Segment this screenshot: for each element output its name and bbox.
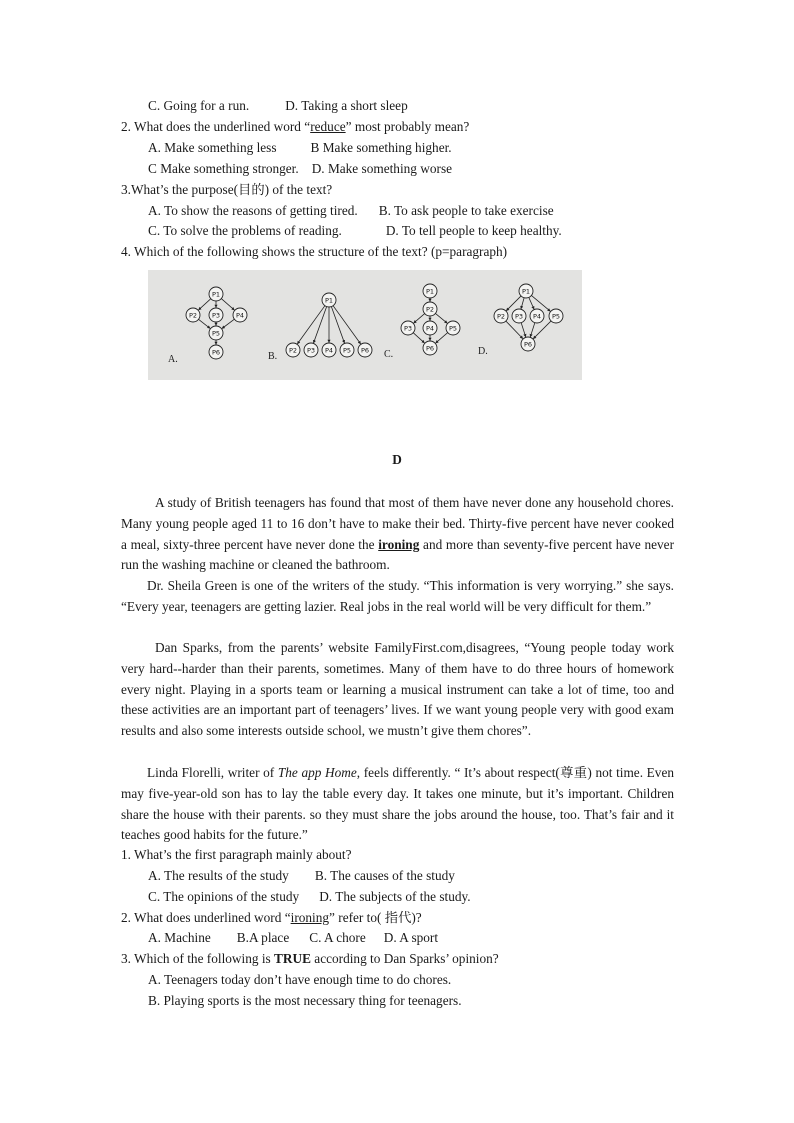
- diagram-b-node-p4: [322, 343, 336, 357]
- svg-text:P6: P6: [425, 344, 435, 353]
- d-q1-stem: 1. What’s the first paragraph mainly about?: [121, 847, 352, 862]
- diagram-d-edge-p1-p3: [521, 298, 524, 309]
- q3-stem: 3.What’s the purpose(目的) of the text?: [121, 182, 333, 197]
- diagram-b-edge-p1-p2: [297, 306, 325, 344]
- q2-options-ab: [148, 139, 452, 157]
- d-q1-option-a: A. The results of the study: [148, 868, 289, 883]
- diagram-b-node-p6: [358, 343, 372, 357]
- diagram-d-node-p3: [512, 309, 526, 323]
- svg-text:P1: P1: [324, 296, 334, 305]
- d-q3-stem-post: according to Dan Sparks’ opinion?: [310, 951, 499, 966]
- q2-option-c: C Make something stronger.: [148, 161, 299, 176]
- d-q2-stem-post: ” refer to( 指代)?: [329, 910, 422, 925]
- svg-text:P4: P4: [532, 312, 542, 321]
- d-q3-stem-pre: 3. Which of the following is: [121, 951, 275, 966]
- p1-text-pre: A study of British teenagers has found that most of them have never done any household chores. Many young people aged 11 to 16 don’t have to make their bed. Thirty-five percent have never cooked a meal, sixty-three percent have never done the: [121, 495, 674, 552]
- diagram-b-edge-p1-p6: [333, 306, 361, 344]
- diagram-a-edge-p1-p2: [199, 299, 211, 310]
- q1-options-cd: [148, 97, 408, 115]
- svg-text:P2: P2: [496, 312, 506, 321]
- diagram-d-node-p6: [521, 337, 535, 351]
- svg-text:P4: P4: [324, 346, 334, 355]
- svg-text:P1: P1: [425, 287, 435, 296]
- d-q3-bold-word: TRUE: [274, 951, 311, 966]
- svg-text:P3: P3: [514, 312, 524, 321]
- svg-text:P4: P4: [425, 324, 435, 333]
- diagram-a-edge-p1-p4: [221, 299, 234, 310]
- d-q2-option-d: D. A sport: [383, 930, 439, 945]
- diagram-b-node-p1: [322, 293, 336, 307]
- diagram-c-edge-p5-p6: [436, 333, 448, 343]
- p1-underlined-word: ironing: [378, 536, 420, 552]
- diagram-a-node-p3: [209, 308, 223, 322]
- passage-paragraph-4: [121, 763, 674, 846]
- diagram-b-node-p3: [304, 343, 318, 357]
- diagram-d-label: D.: [478, 346, 488, 357]
- q1-option-c: C. Going for a run.: [148, 98, 250, 113]
- diagram-c-node-p4: [423, 321, 437, 335]
- svg-text:P5: P5: [448, 324, 458, 333]
- diagram-a-node-p2: [186, 308, 200, 322]
- d-q2-option-a: A. Machine: [148, 930, 211, 945]
- diagram-c-edge-p2-p5: [435, 313, 447, 323]
- diagram-c-node-p1: [423, 284, 437, 298]
- d-q2-stem: [121, 909, 422, 927]
- diagram-a-edge-p2-p5: [199, 319, 211, 328]
- svg-text:P6: P6: [211, 348, 221, 357]
- diagram-d-node-p5: [549, 309, 563, 323]
- diagram-c-node-p6: [423, 341, 437, 355]
- d-q2-options: [148, 929, 438, 947]
- svg-text:P1: P1: [521, 287, 531, 296]
- d-q2-underlined-word: ironing: [290, 910, 330, 925]
- diagram-b-node-p5: [340, 343, 354, 357]
- q4-stem: 4. Which of the following shows the structure of the text? (p=paragraph): [121, 244, 508, 259]
- diagram-a-edge-p4-p5: [222, 319, 234, 328]
- d-q1-option-d: D. The subjects of the study.: [319, 889, 471, 904]
- svg-text:P5: P5: [342, 346, 352, 355]
- svg-text:P2: P2: [425, 305, 435, 314]
- svg-text:P5: P5: [551, 312, 561, 321]
- q2-option-b: B Make something higher.: [310, 140, 452, 155]
- diagram-c-edge-p3-p6: [413, 333, 424, 343]
- structure-diagram-photo: [148, 270, 582, 380]
- p4-text-post: , feels differently. “ It’s about respect(尊重) not time. Even may five-year-old son has to lay the table every day. It takes one minute, but it’s important. Children share the house with their parents. so they must share the jobs around the house, too. That’s fair and it teaches good habits for the future.”: [121, 765, 674, 843]
- diagram-c-node-p2: [423, 302, 437, 316]
- svg-text:P2: P2: [188, 311, 198, 320]
- passage-heading: D: [392, 452, 402, 467]
- d-q2-stem-pre: 2. What does underlined word “: [121, 910, 291, 925]
- q1-option-d: D. Taking a short sleep: [285, 98, 408, 113]
- diagram-d-node-p2: [494, 309, 508, 323]
- p4-text-pre: Linda Florelli, writer of: [147, 765, 278, 780]
- diagram-a-node-p5: [209, 326, 223, 340]
- q2-options-cd: [148, 160, 452, 178]
- svg-text:P3: P3: [306, 346, 316, 355]
- svg-text:P1: P1: [211, 290, 221, 299]
- diagram-a-node-p6: [209, 345, 223, 359]
- diagram-b-label: B.: [268, 351, 278, 362]
- q3-option-c: C. To solve the problems of reading.: [148, 223, 342, 238]
- q2-stem: [121, 118, 469, 136]
- q2-option-d: D. Make something worse: [311, 161, 453, 176]
- diagram-d-edge-p5-p6: [533, 321, 551, 339]
- q2-underlined-word: reduce: [310, 119, 346, 134]
- d-q1-option-c: C. The opinions of the study: [148, 889, 300, 904]
- diagram-d-node-p1: [519, 284, 533, 298]
- p4-book-title: The app Home: [277, 765, 357, 780]
- diagram-a-node-p1: [209, 287, 223, 301]
- passage-paragraph-2: Dr. Sheila Green is one of the writers of the study. “This information is very worrying.” she says. “Every year, teenagers are getting lazier. Real jobs in the real world will be very difficult for them.”: [121, 578, 674, 614]
- d-q3-option-a: A. Teenagers today don’t have enough time to do chores.: [148, 972, 452, 987]
- diagram-d-edge-p1-p2: [506, 296, 521, 311]
- svg-text:P6: P6: [523, 340, 533, 349]
- d-q1-options-cd: [148, 888, 471, 906]
- q3-option-b: B. To ask people to take exercise: [378, 203, 554, 218]
- passage-paragraph-3: Dan Sparks, from the parents’ website FamilyFirst.com,disagrees, “Young people today work very hard--harder than their parents, sometimes. Many of them have to do three hours of homework every night. Playing in a sports team or learning a musical instrument can take a lot of time, too and these activities are an important part of teenagers’ lives. If we want young people very with good exam results and also some interests outside school, we mustn’t give them chores”.: [121, 640, 674, 739]
- passage-paragraph-1: [121, 493, 674, 576]
- d-q2-option-b: B.A place: [236, 930, 290, 945]
- d-q1-option-b: B. The causes of the study: [314, 868, 455, 883]
- diagram-d-edge-p4-p6: [530, 323, 535, 337]
- d-q3-stem: [121, 950, 499, 968]
- d-q3-option-b: B. Playing sports is the most necessary thing for teenagers.: [148, 993, 462, 1008]
- d-q1-options-ab: [148, 867, 455, 885]
- d-q2-option-c: C. A chore: [309, 930, 366, 945]
- diagram-d-node-p4: [530, 309, 544, 323]
- svg-text:P4: P4: [235, 311, 245, 320]
- q3-option-a: A. To show the reasons of getting tired.: [148, 203, 358, 218]
- diagram-c-label: C.: [384, 349, 394, 360]
- q3-options-cd: [148, 222, 562, 240]
- q3-option-d: D. To tell people to keep healthy.: [385, 223, 562, 238]
- q2-option-a: A. Make something less: [148, 140, 277, 155]
- q3-options-ab: [148, 202, 554, 220]
- svg-text:P5: P5: [211, 329, 221, 338]
- q2-stem-post: ” most probably mean?: [345, 119, 470, 134]
- diagram-a-label: A.: [168, 354, 178, 365]
- structure-diagrams: [148, 270, 582, 380]
- diagram-d-edge-p3-p6: [521, 323, 526, 337]
- svg-text:P3: P3: [403, 324, 413, 333]
- q2-stem-pre: 2. What does the underlined word “: [121, 119, 311, 134]
- diagram-a-node-p4: [233, 308, 247, 322]
- diagram-b-node-p2: [286, 343, 300, 357]
- diagram-c-node-p5: [446, 321, 460, 335]
- diagram-c-edge-p2-p3: [414, 314, 425, 324]
- p1-text-post: and more than seventy-five percent have never run the washing machine or cleaned the bathroom.: [121, 536, 674, 573]
- svg-text:P3: P3: [211, 311, 221, 320]
- diagram-d-edge-p2-p6: [506, 321, 523, 339]
- svg-text:P6: P6: [360, 346, 370, 355]
- svg-text:P2: P2: [288, 346, 298, 355]
- diagram-c-node-p3: [401, 321, 415, 335]
- diagram-d-edge-p1-p4: [529, 297, 534, 309]
